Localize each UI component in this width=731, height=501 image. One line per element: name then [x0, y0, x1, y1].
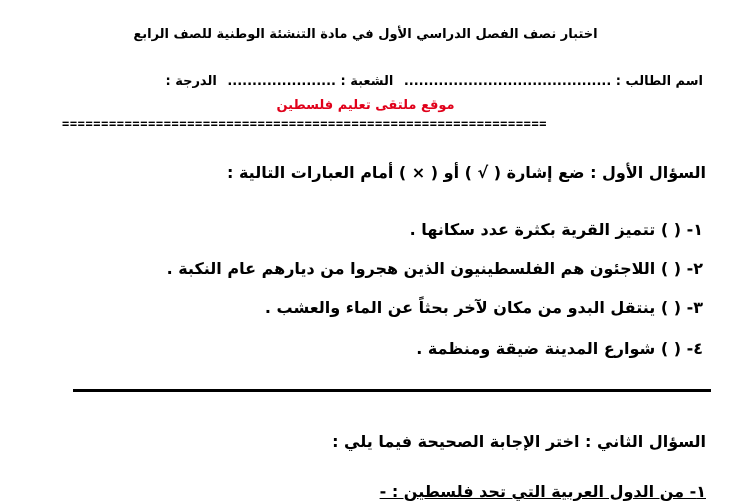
site-name: موقع ملتقى تعليم فلسطين [276, 98, 455, 113]
separator-line: ============================================================== [62, 117, 548, 131]
horizontal-divider [73, 389, 711, 392]
student-name-field: اسم الطالب : .......................................... [403, 74, 703, 89]
item-number: ٤- ( ) [660, 339, 703, 358]
question1-item [410, 220, 703, 239]
question2-first-item: ١- من الدول العربية التي تحد فلسطين : - [379, 482, 706, 501]
question1-item [416, 339, 703, 358]
question1-item [167, 259, 703, 278]
item-number: ١- ( ) [660, 220, 703, 239]
item-number: ٣- ( ) [660, 298, 703, 317]
item-text: شوارع المدينة ضيقة ومنظمة . [416, 339, 661, 358]
grade-field: الدرجة : [165, 74, 217, 89]
section-field: الشعبة : ...................... [227, 74, 394, 89]
student-info-line [159, 74, 703, 89]
question1-item [265, 298, 703, 317]
exam-title: اختبار نصف الفصل الدراسي الأول في مادة التنشئة الوطنية للصف الرابع [133, 27, 598, 42]
item-text: اللاجئون هم الفلسطينيون الذين هجروا من ديارهم عام النكبة . [166, 259, 661, 278]
item-text: تتميز القرية بكثرة عدد سكانها . [409, 220, 661, 239]
question1-heading: السؤال الأول : ضع إشارة ( √ ) أو ( × ) أمام العبارات التالية : [226, 163, 706, 182]
question2-heading: السؤال الثاني : اختر الإجابة الصحيحة فيما يلي : [332, 432, 706, 451]
item-text: ينتقل البدو من مكان لآخر بحثاً عن الماء والعشب . [264, 298, 661, 317]
item-number: ٢- ( ) [660, 259, 703, 278]
